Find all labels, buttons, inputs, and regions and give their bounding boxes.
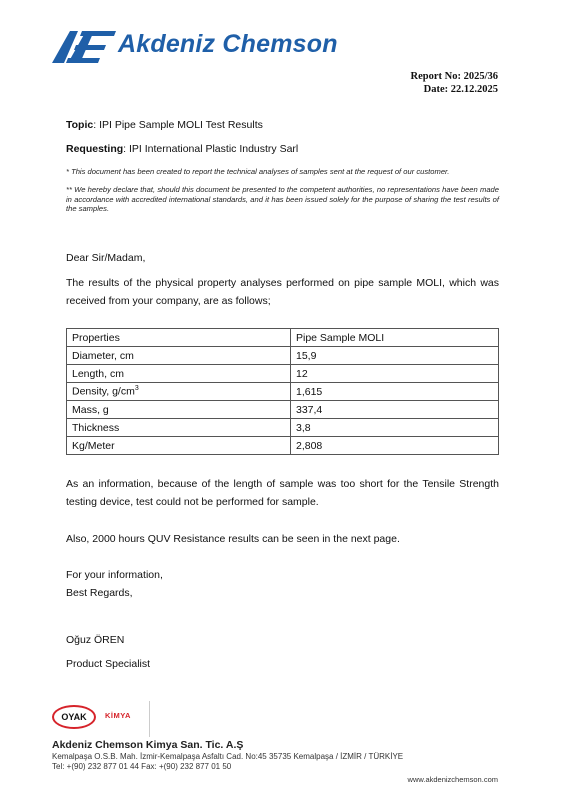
topic-label: Topic xyxy=(66,119,94,131)
table-cell-value: 12 xyxy=(291,365,499,383)
closing-line-1: For your information, xyxy=(66,569,163,581)
report-date: Date: 22.12.2025 xyxy=(423,84,498,95)
table-cell-property: Mass, g xyxy=(67,401,291,419)
footer-company-name: Akdeniz Chemson Kimya San. Tic. A.Ş xyxy=(52,739,244,751)
table-row xyxy=(67,347,499,365)
table-cell-value: 3,8 xyxy=(291,419,499,437)
company-logo-text: Akdeniz Chemson xyxy=(118,30,338,58)
oyak-logo-icon xyxy=(52,705,96,729)
requesting-label: Requesting xyxy=(66,143,124,155)
density-superscript: 3 xyxy=(134,385,139,393)
footer-address: Kemalpaşa O.S.B. Mah. İzmir-Kemalpaşa Asfaltı Cad. No:45 35735 Kemalpaşa / İZMİR / TÜRKİYE xyxy=(52,752,404,761)
report-meta xyxy=(411,70,499,96)
footer-phone: Tel: +(90) 232 877 01 44 Fax: +(90) 232 877 01 50 xyxy=(52,762,232,771)
table-cell-property: Diameter, cm xyxy=(67,347,291,365)
requesting-value: : IPI International Plastic Industry Sarl xyxy=(123,143,299,155)
report-number: Report No: 2025/36 xyxy=(410,71,498,82)
properties-table xyxy=(66,328,499,455)
kimya-text: KİMYA xyxy=(105,711,131,720)
footer-website-link[interactable]: www.akdenizchemson.com xyxy=(407,775,498,784)
logo-divider xyxy=(149,701,150,737)
intro-paragraph: The results of the physical property analyses performed on pipe sample MOLI, which was received from your company, are as follows; xyxy=(66,277,499,307)
akdeniz-chemson-logo-icon xyxy=(52,29,116,65)
signature-block xyxy=(66,628,499,676)
topic-line xyxy=(66,119,499,131)
disclaimer-note-2: ** We hereby declare that, should this document be presented to the competent authorities, no representations have been made in accordance with accredited international standards, and it has been issued solely for the purpose of sharing the test results of the samples. xyxy=(66,185,499,213)
table-row xyxy=(67,365,499,383)
table-cell-value: 15,9 xyxy=(291,347,499,365)
table-cell-value: 337,4 xyxy=(291,401,499,419)
signatory-title: Product Specialist xyxy=(66,658,151,670)
table-cell-property: Kg/Meter xyxy=(67,437,291,455)
oyak-logo-text: OYAK xyxy=(61,712,87,722)
signatory-name: Oğuz ÖREN xyxy=(66,634,125,646)
table-row xyxy=(67,383,499,401)
table-cell-property xyxy=(67,383,291,401)
table-header-cell: Pipe Sample MOLI xyxy=(291,329,499,347)
requesting-line xyxy=(66,143,499,155)
greeting: Dear Sir/Madam, xyxy=(66,252,146,264)
tensile-info-paragraph: As an information, because of the length of sample was too short for the Tensile Strength testing device, test could not be performed for sample. xyxy=(66,478,499,508)
closing-line-2: Best Regards, xyxy=(66,587,133,599)
table-cell-property: Thickness xyxy=(67,419,291,437)
table-header-cell: Properties xyxy=(67,329,291,347)
density-label: Density, g/cm xyxy=(72,385,135,398)
quv-info-paragraph: Also, 2000 hours QUV Resistance results can be seen in the next page. xyxy=(66,533,400,545)
table-row xyxy=(67,437,499,455)
disclaimer-note-1: * This document has been created to report the technical analyses of samples sent at the request of our customer. xyxy=(66,167,450,176)
table-cell-value: 2,808 xyxy=(291,437,499,455)
table-header-row xyxy=(67,329,499,347)
table-row xyxy=(67,401,499,419)
oyak-kimya-logo xyxy=(52,701,152,735)
table-cell-property: Length, cm xyxy=(67,365,291,383)
table-cell-value: 1,615 xyxy=(291,383,499,401)
table-row xyxy=(67,419,499,437)
topic-value: : IPI Pipe Sample MOLI Test Results xyxy=(93,119,263,131)
closing-block xyxy=(66,566,499,602)
